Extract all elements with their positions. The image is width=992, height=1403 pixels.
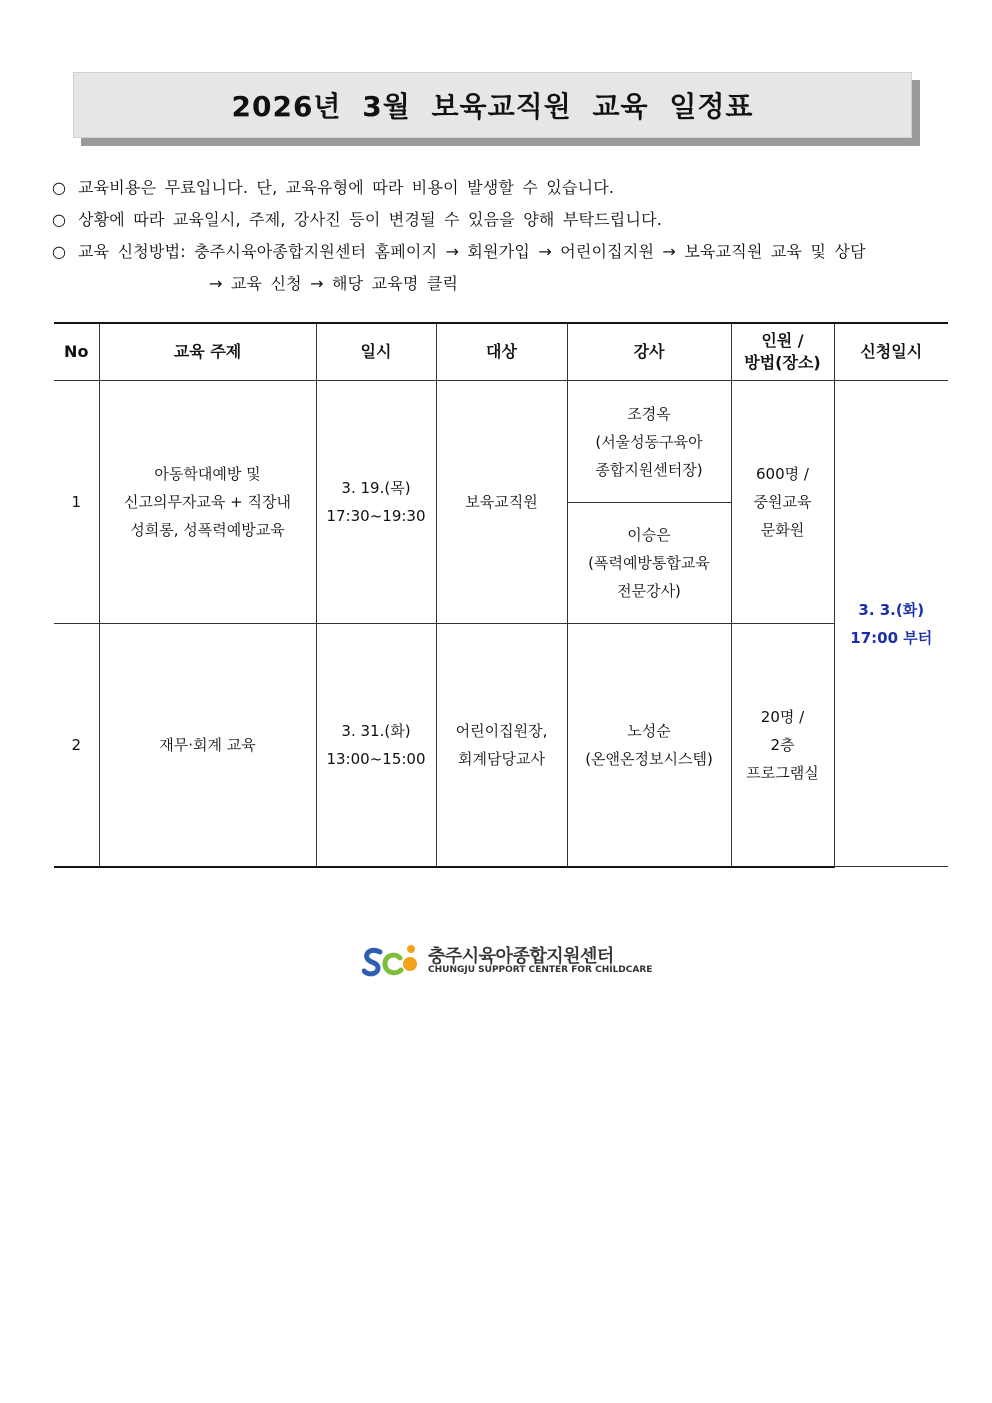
- circle-bullet-icon: ○: [52, 210, 67, 229]
- cell-capacity: 600명 / 중원교육 문화원: [731, 381, 834, 624]
- note-text: 교육비용은 무료입니다. 단, 교육유형에 따라 비용이 발생할 수 있습니다.: [78, 178, 615, 197]
- cell-target: 어린이집원장, 회계담당교사: [436, 624, 567, 867]
- header-instructor: 강사: [567, 323, 731, 381]
- logo-name-en: CHUNGJU SUPPORT CENTER FOR CHILDCARE: [428, 965, 653, 975]
- cell-instructor: 이승은 (폭력예방통합교육 전문강사): [567, 503, 731, 624]
- cell-instructor: 노성순 (온앤온정보시스템): [567, 624, 731, 867]
- cell-topic: 재무·회계 교육: [99, 624, 316, 867]
- circle-bullet-icon: ○: [52, 242, 67, 261]
- note-text: 교육 신청방법: 충주시육아종합지원센터 홈페이지 → 회원가입 → 어린이집지원 → 보육교직원 교육 및 상담: [78, 242, 866, 261]
- cell-no: 1: [54, 381, 99, 624]
- table-header-row: [54, 323, 948, 381]
- header-capacity: 인원 / 방법(장소): [731, 323, 834, 381]
- title-banner: [73, 72, 920, 146]
- header-target: 대상: [436, 323, 567, 381]
- cell-instructor: 조경옥 (서울성동구육아 종합지원센터장): [567, 381, 731, 503]
- header-topic: 교육 주제: [99, 323, 316, 381]
- table-row: [54, 624, 948, 867]
- note-text: 상황에 따라 교육일시, 주제, 강사진 등이 변경될 수 있음을 양해 부탁드립니다.: [78, 210, 663, 229]
- center-logo-icon: [362, 940, 424, 982]
- page-title: 2026년 3월 보육교직원 교육 일정표: [73, 72, 912, 138]
- cell-no: 2: [54, 624, 99, 867]
- circle-bullet-icon: ○: [52, 178, 67, 197]
- header-datetime: 일시: [316, 323, 436, 381]
- center-logo: [362, 940, 653, 982]
- note-continuation: → 교육 신청 → 해당 교육명 클릭: [209, 274, 459, 293]
- cell-apply-datetime: 3. 3.(화) 17:00 부터: [834, 381, 948, 867]
- header-no: No: [54, 323, 99, 381]
- note-item: [52, 236, 977, 268]
- logo-name-ko: 충주시육아종합지원센터: [428, 946, 614, 967]
- notes-list: [52, 172, 977, 300]
- table-row: [54, 381, 948, 503]
- note-item: [52, 172, 977, 204]
- cell-target: 보육교직원: [436, 381, 567, 624]
- header-apply: 신청일시: [834, 323, 948, 381]
- cell-capacity: 20명 / 2층 프로그램실: [731, 624, 834, 867]
- cell-topic: 아동학대예방 및 신고의무자교육 + 직장내 성희롱, 성폭력예방교육: [99, 381, 316, 624]
- cell-datetime: 3. 19.(목) 17:30~19:30: [316, 381, 436, 624]
- cell-datetime: 3. 31.(화) 13:00~15:00: [316, 624, 436, 867]
- schedule-table: [54, 322, 948, 868]
- note-item: [52, 204, 977, 236]
